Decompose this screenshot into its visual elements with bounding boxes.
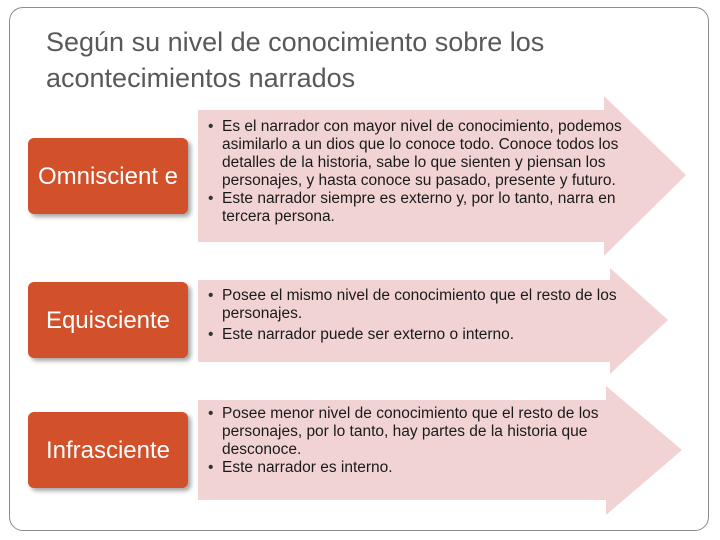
bullet-list-omnisciente [208, 118, 638, 226]
label-omnisciente: Omniscient e [28, 138, 188, 214]
bullet-equisciente-1: • Posee el mismo nivel de conocimiento que el resto de los personajes. [208, 287, 638, 323]
bullet-equisciente-2: • Este narrador puede ser externo o interno. [208, 326, 638, 344]
label-infrasciente: Infrasciente [28, 412, 188, 488]
bullet-list-infrasciente [208, 405, 638, 477]
bullet-omnisciente-2: • Este narrador siempre es externo y, por lo tanto, narra en tercera persona. [208, 190, 638, 226]
bullet-omnisciente-1: • Es el narrador con mayor nivel de conocimiento, podemos asimilarlo a un dios que lo conoce todo. Conoce todos los detalles de la historia, sabe lo que sienten y piensan los personajes, y hasta conoce su pasado, presente y futuro. [208, 118, 638, 190]
label-equisciente: Equisciente [28, 282, 188, 358]
bullet-infrasciente-2: • Este narrador es interno. [208, 459, 638, 477]
bullet-list-equisciente [208, 287, 638, 344]
bullet-infrasciente-1: • Posee menor nivel de conocimiento que el resto de los personajes, por lo tanto, hay partes de la historia que desconoce. [208, 405, 638, 459]
slide-title: Según su nivel de conocimiento sobre los acontecimientos narrados [46, 27, 545, 93]
